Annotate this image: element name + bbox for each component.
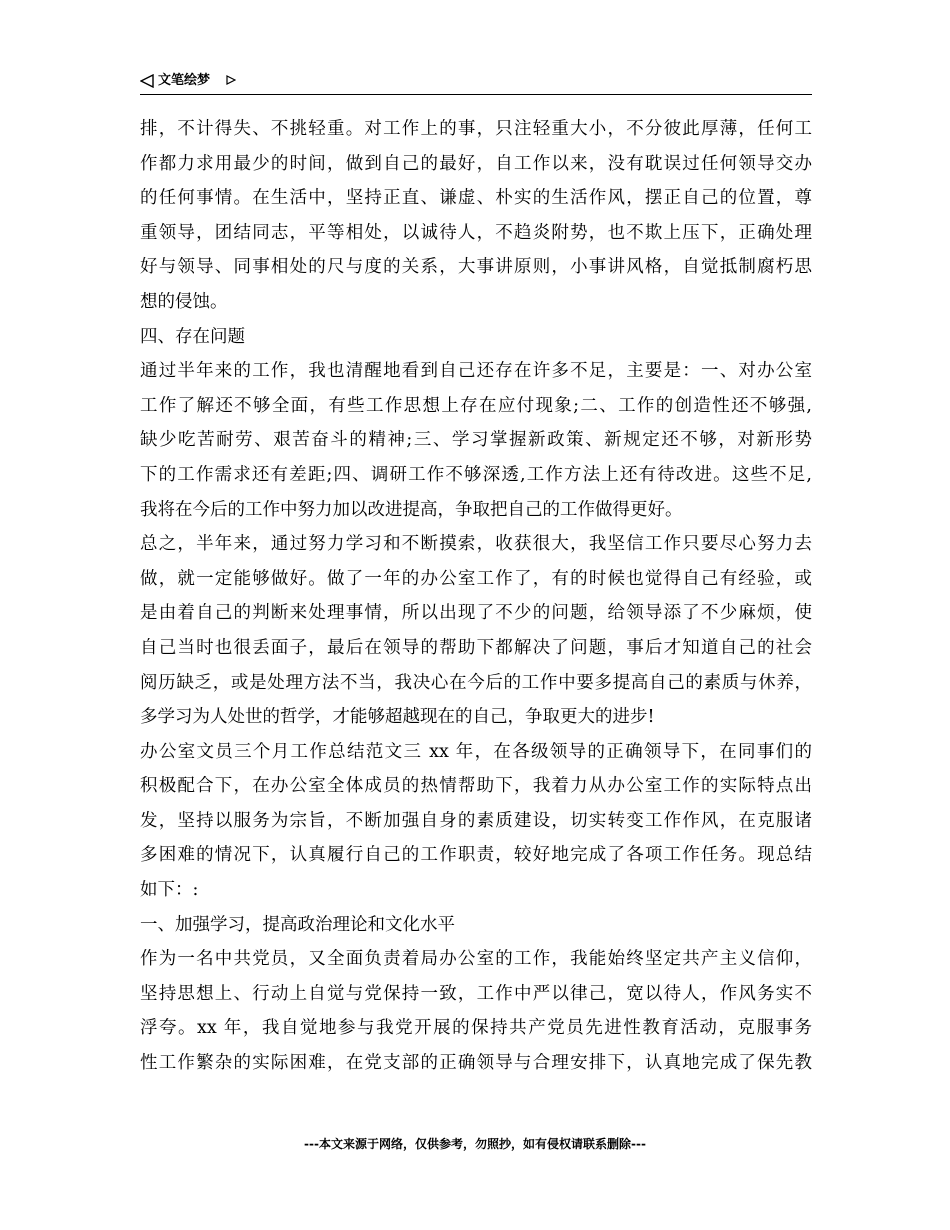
document-body <box>140 112 812 1081</box>
text-line: 性工作繁杂的实际困难，在党支部的正确领导与合理安排下，认真地完成了保先教 <box>140 1053 812 1074</box>
text-line: 总之，半年来，通过努力学习和不断摸索，收获很大，我坚信工作只要尽心努力去 <box>140 534 812 555</box>
text-line: 自己当时也很丢面子，最后在领导的帮助下都解决了问题，事后才知道自己的社会 <box>140 637 812 658</box>
text-line: 办公室文员三个月工作总结范文三 xx 年，在各级领导的正确领导下，在同事们的 <box>140 741 812 762</box>
text-line: 四、存在问题 <box>140 326 245 347</box>
text-line: 想的侵蚀。 <box>140 291 228 312</box>
text-line: 多困难的情况下，认真履行自己的工作职责，较好地完成了各项工作任务。现总结 <box>140 845 812 866</box>
text-line: 阅历缺乏，或是处理方法不当，我决心在今后的工作中要多提高自己的素质与休养， <box>140 672 812 693</box>
text-line: 多学习为人处世的哲学，才能够超越现在的自己，争取更大的进步! <box>140 707 655 728</box>
text-line: 是由着自己的判断来处理事情，所以出现了不少的问题，给领导添了不少麻烦，使 <box>140 603 812 624</box>
text-line: 如下：: <box>140 880 199 901</box>
triangle-left-icon <box>140 74 154 88</box>
triangle-right-icon <box>226 75 236 85</box>
text-line: 通过半年来的工作，我也清醒地看到自己还存在许多不足，主要是：一、对办公室 <box>140 361 812 382</box>
header-brand: 文笔绘梦 <box>158 73 211 88</box>
text-line: 积极配合下，在办公室全体成员的热情帮助下，我着力从办公室工作的实际特点出 <box>140 776 812 797</box>
text-line: 一、加强学习，提高政治理论和文化水平 <box>140 914 455 935</box>
text-line: 作都力求用最少的时间，做到自己的最好，自工作以来，没有耽误过任何领导交办 <box>140 153 812 174</box>
text-line: 的任何事情。在生活中，坚持正直、谦虚、朴实的生活作风，摆正自己的位置，尊 <box>140 188 812 209</box>
text-line: 下的工作需求还有差距;四、调研工作不够深透,工作方法上还有待改进。这些不足, <box>140 464 812 485</box>
text-line: 坚持思想上、行动上自觉与党保持一致，工作中严以律己，宽以待人，作风务实不 <box>140 983 812 1004</box>
page-footer-disclaimer: ---本文来源于网络，仅供参考，勿照抄，如有侵权请联系删除--- <box>304 1137 646 1151</box>
page-header <box>140 72 812 95</box>
text-line: 工作了解还不够全面，有些工作思想上存在应付现象;二、工作的创造性还不够强, <box>140 395 812 416</box>
text-line: 做，就一定能够做好。做了一年的办公室工作了，有的时候也觉得自己有经验，或 <box>140 568 812 589</box>
text-line: 发，坚持以服务为宗旨，不断加强自身的素质建设，切实转变工作作风，在克服诸 <box>140 810 812 831</box>
text-line: 好与领导、同事相处的尺与度的关系，大事讲原则，小事讲风格，自觉抵制腐朽思 <box>140 257 812 278</box>
text-line: 缺少吃苦耐劳、艰苦奋斗的精神;三、学习掌握新政策、新规定还不够，对新形势 <box>140 430 812 451</box>
text-line: 浮夸。xx 年，我自觉地参与我党开展的保持共产党员先进性教育活动，克服事务 <box>140 1018 812 1039</box>
text-line: 重领导，团结同志，平等相处，以诚待人，不趋炎附势，也不欺上压下，正确处理 <box>140 222 812 243</box>
text-line: 我将在今后的工作中努力加以改进提高，争取把自己的工作做得更好。 <box>140 499 683 520</box>
text-line: 作为一名中共党员，又全面负责着局办公室的工作，我能始终坚定共产主义信仰， <box>140 949 812 970</box>
text-line: 排，不计得失、不挑轻重。对工作上的事，只注轻重大小，不分彼此厚薄，任何工 <box>140 119 812 139</box>
